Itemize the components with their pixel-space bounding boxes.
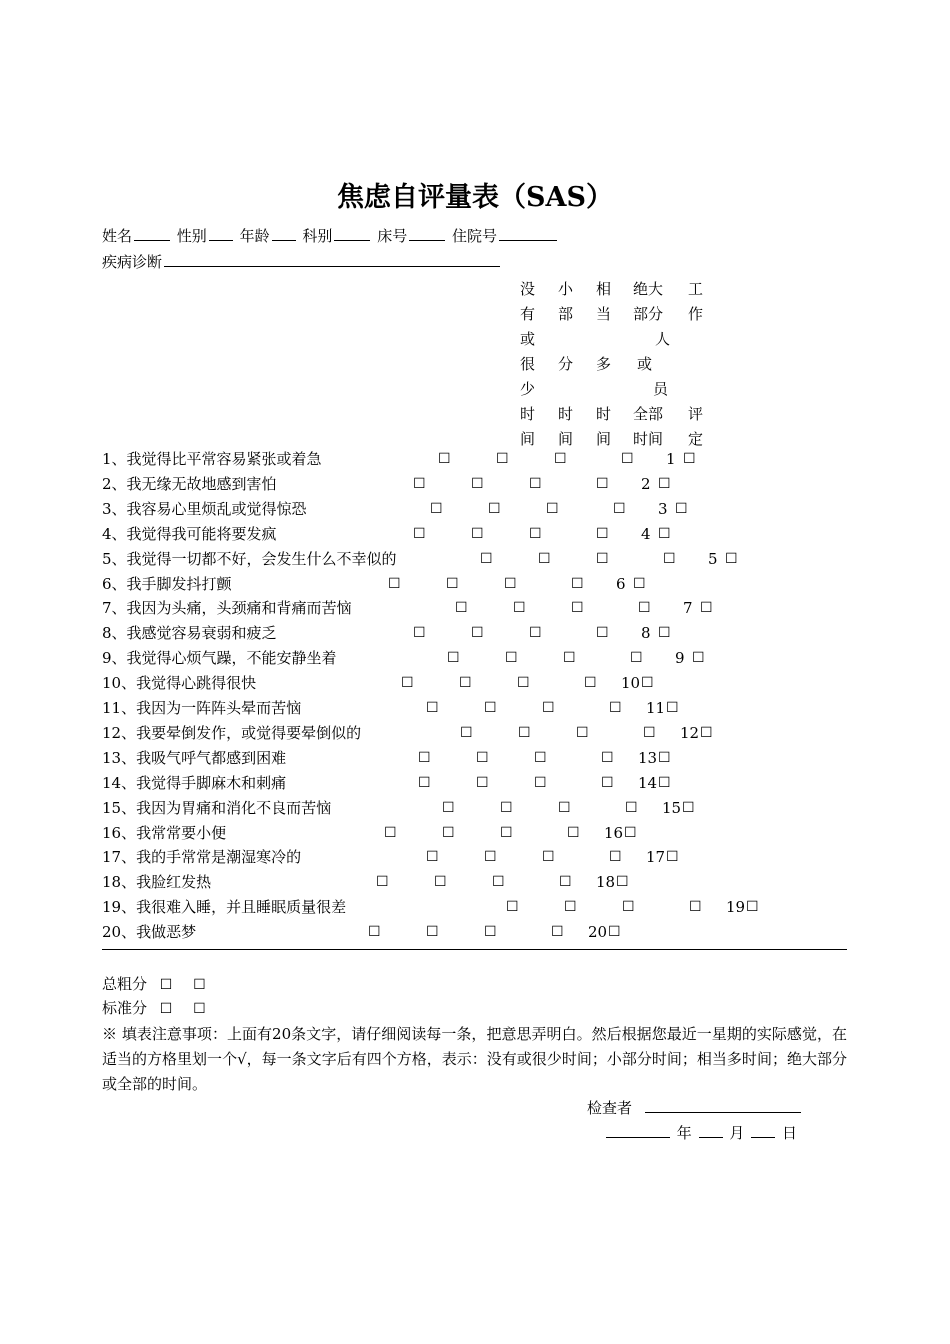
rating-result-box[interactable]: ☐ — [700, 600, 713, 617]
list-item — [102, 671, 256, 696]
rating-checkbox[interactable]: ☐ — [601, 749, 614, 766]
rating-result-box[interactable]: ☐ — [658, 749, 671, 766]
std-score-box[interactable]: ☐ — [193, 1001, 206, 1017]
day-field[interactable] — [751, 1123, 775, 1138]
list-item — [102, 596, 352, 621]
diagnosis-field[interactable] — [164, 252, 500, 267]
rating-checkbox[interactable]: ☐ — [426, 849, 439, 866]
item-text: 3、我容易心里烦乱或觉得惊恐 — [102, 499, 307, 518]
rating-result-box[interactable]: ☐ — [746, 899, 759, 916]
inpatient-field[interactable] — [499, 226, 557, 241]
rating-checkbox[interactable]: ☐ — [500, 799, 513, 816]
rating-result-box[interactable]: ☐ — [700, 724, 713, 741]
list-item — [102, 920, 196, 945]
rating-checkbox[interactable]: ☐ — [492, 874, 505, 891]
rating-checkbox[interactable]: ☐ — [484, 700, 497, 716]
item-text: 9、我觉得心烦气躁，不能安静坐着 — [102, 649, 337, 668]
raw-score-box[interactable]: ☐ — [193, 977, 206, 993]
rating-result-box[interactable]: ☐ — [658, 774, 671, 791]
list-item — [102, 771, 286, 796]
rating-result-box[interactable]: ☐ — [666, 849, 679, 866]
column-header-rating: 工 作 评 定 — [688, 280, 704, 448]
item-number: 19 — [726, 898, 746, 917]
column-header-most: 绝大 部分 人 或 员 全部 时间 — [633, 280, 671, 448]
rating-checkbox[interactable]: ☐ — [442, 824, 455, 841]
diagnosis-line — [102, 252, 502, 272]
item-text: 7、我因为头痛，头颈痛和背痛而苦恼 — [102, 599, 352, 618]
item-text: 15、我因为胃痛和消化不良而苦恼 — [102, 798, 332, 817]
column-header-none: 没 有 或 很 少 时 间 — [520, 280, 536, 448]
item-number: 14 — [638, 773, 658, 792]
bed-label: 床号 — [377, 227, 408, 245]
list-item — [102, 472, 277, 497]
list-item — [102, 547, 397, 572]
rating-checkbox[interactable]: ☐ — [496, 451, 509, 467]
rating-checkbox[interactable]: ☐ — [488, 500, 501, 517]
rating-result-box[interactable]: ☐ — [608, 924, 621, 941]
rating-checkbox[interactable]: ☐ — [434, 874, 447, 891]
item-text: 10、我觉得心跳得很快 — [102, 674, 257, 693]
rating-checkbox[interactable]: ☐ — [534, 749, 547, 766]
rating-result-box[interactable]: ☐ — [683, 451, 696, 467]
checker-field[interactable] — [645, 1098, 801, 1113]
item-text: 11、我因为一阵阵头晕而苦恼 — [102, 699, 302, 717]
rating-checkbox[interactable]: ☐ — [471, 525, 484, 542]
rating-result-box[interactable]: ☐ — [624, 824, 637, 841]
rating-checkbox[interactable]: ☐ — [471, 475, 484, 492]
rating-checkbox[interactable]: ☐ — [476, 774, 489, 791]
rating-checkbox[interactable]: ☐ — [442, 799, 455, 816]
list-item — [102, 696, 301, 721]
age-label: 年龄 — [239, 227, 270, 245]
rating-result-box[interactable]: ☐ — [675, 500, 688, 517]
item-number: 3 — [658, 499, 668, 518]
rating-checkbox[interactable]: ☐ — [413, 525, 426, 542]
item-text: 4、我觉得我可能将要发疯 — [102, 524, 277, 543]
rating-checkbox[interactable]: ☐ — [455, 600, 468, 617]
item-text: 12、我要晕倒发作，或觉得要晕倒似的 — [102, 723, 362, 742]
day-label: 日 — [781, 1124, 797, 1142]
raw-score-label: 总粗分 — [102, 975, 148, 993]
rating-checkbox[interactable]: ☐ — [505, 650, 518, 667]
rating-checkbox[interactable]: ☐ — [376, 874, 389, 891]
list-item — [102, 522, 277, 547]
rating-checkbox[interactable]: ☐ — [596, 625, 609, 642]
month-label: 月 — [729, 1124, 745, 1142]
rating-checkbox[interactable]: ☐ — [630, 650, 643, 667]
gender-label: 性别 — [176, 227, 207, 245]
list-item — [102, 621, 277, 646]
item-number: 6 — [616, 574, 626, 593]
list-item — [102, 895, 346, 920]
rating-checkbox[interactable]: ☐ — [384, 824, 397, 841]
rating-result-box[interactable]: ☐ — [658, 475, 671, 492]
rating-checkbox[interactable]: ☐ — [446, 575, 459, 592]
rating-checkbox[interactable]: ☐ — [563, 650, 576, 667]
rating-result-box[interactable]: ☐ — [682, 799, 695, 816]
item-text: 19、我很难入睡，并且睡眠质量很差 — [102, 898, 347, 917]
list-item — [102, 497, 307, 522]
item-text: 6、我手脚发抖打颤 — [102, 574, 232, 593]
checker-line — [587, 1097, 803, 1119]
dept-label: 科别 — [302, 227, 333, 245]
rating-result-box[interactable]: ☐ — [616, 874, 629, 891]
rating-checkbox[interactable]: ☐ — [558, 799, 571, 816]
item-text: 18、我脸红发热 — [102, 873, 212, 892]
instructions-note: ※ 填表注意事项：上面有20条文字，请仔细阅读每一条，把意思弄明白。然后根据您最近一星期的实际感觉，在适当的方格里划一个√，每一条文字后有四个方格，表示：没有或很少时间；小部分时间；相当多时间；绝大部分或全部的时间。 — [102, 1025, 847, 1093]
list-item — [102, 870, 211, 895]
list-item — [102, 796, 331, 821]
raw-score-box[interactable]: ☐ — [159, 977, 173, 993]
rating-checkbox[interactable]: ☐ — [542, 700, 555, 716]
rating-result-box[interactable]: ☐ — [692, 650, 705, 667]
dept-field[interactable] — [334, 226, 370, 241]
rating-checkbox[interactable]: ☐ — [596, 550, 609, 567]
item-number: 17 — [646, 848, 666, 867]
item-number: 9 — [675, 649, 685, 668]
rating-checkbox[interactable]: ☐ — [689, 899, 702, 916]
rating-checkbox[interactable]: ☐ — [413, 625, 426, 642]
rating-checkbox[interactable]: ☐ — [413, 475, 426, 492]
rating-checkbox[interactable]: ☐ — [471, 625, 484, 642]
rating-checkbox[interactable]: ☐ — [388, 575, 401, 592]
item-number: 4 — [641, 524, 651, 543]
rating-checkbox[interactable]: ☐ — [504, 575, 517, 592]
name-field[interactable] — [134, 226, 170, 241]
rating-checkbox[interactable]: ☐ — [609, 700, 622, 716]
rating-checkbox[interactable]: ☐ — [418, 749, 431, 766]
std-score-box[interactable]: ☐ — [159, 1001, 173, 1017]
item-text: 2、我无缘无故地感到害怕 — [102, 474, 277, 493]
rating-checkbox[interactable]: ☐ — [459, 675, 472, 692]
rating-checkbox[interactable]: ☐ — [546, 500, 559, 517]
rating-checkbox[interactable]: ☐ — [663, 550, 676, 567]
raw-score-line — [102, 974, 206, 995]
item-text: 13、我吸气呼气都感到困难 — [102, 748, 287, 767]
rating-checkbox[interactable]: ☐ — [500, 824, 513, 841]
rating-checkbox[interactable]: ☐ — [418, 774, 431, 791]
rating-checkbox[interactable]: ☐ — [571, 600, 584, 617]
rating-result-box[interactable]: ☐ — [633, 575, 646, 592]
rating-checkbox[interactable]: ☐ — [601, 774, 614, 791]
rating-checkbox[interactable]: ☐ — [529, 525, 542, 542]
rating-checkbox[interactable]: ☐ — [622, 899, 635, 916]
rating-checkbox[interactable]: ☐ — [426, 924, 439, 941]
item-number: 13 — [638, 748, 658, 767]
rating-checkbox[interactable]: ☐ — [513, 600, 526, 617]
rating-checkbox[interactable]: ☐ — [551, 924, 564, 941]
checker-label: 检查者 — [587, 1099, 633, 1117]
item-number: 15 — [662, 798, 682, 817]
rating-checkbox[interactable]: ☐ — [571, 575, 584, 592]
rating-checkbox[interactable]: ☐ — [542, 849, 555, 866]
rating-checkbox[interactable]: ☐ — [596, 475, 609, 492]
rating-checkbox[interactable]: ☐ — [567, 824, 580, 841]
rating-checkbox[interactable]: ☐ — [621, 451, 634, 467]
patient-info-line — [102, 226, 559, 246]
rating-checkbox[interactable]: ☐ — [460, 724, 473, 741]
column-header-much: 相 当 多 时 间 — [596, 280, 612, 448]
item-number: 12 — [680, 723, 700, 742]
list-item — [102, 646, 337, 671]
rating-checkbox[interactable]: ☐ — [596, 525, 609, 542]
rating-checkbox[interactable]: ☐ — [564, 899, 577, 916]
divider-line — [102, 949, 847, 950]
rating-checkbox[interactable]: ☐ — [426, 700, 439, 716]
rating-checkbox[interactable]: ☐ — [609, 849, 622, 866]
item-number: 5 — [708, 549, 718, 568]
rating-checkbox[interactable]: ☐ — [518, 724, 531, 741]
column-header-small: 小 部 分 时 间 — [558, 280, 574, 448]
item-text: 1、我觉得比平常容易紧张或着急 — [102, 450, 322, 468]
item-number: 20 — [588, 923, 608, 942]
rating-checkbox[interactable]: ☐ — [584, 675, 597, 692]
item-number: 11 — [646, 699, 666, 717]
rating-checkbox[interactable]: ☐ — [638, 600, 651, 617]
year-field[interactable] — [606, 1123, 670, 1138]
month-field[interactable] — [699, 1123, 723, 1138]
bed-field[interactable] — [409, 226, 445, 241]
rating-checkbox[interactable]: ☐ — [484, 849, 497, 866]
rating-checkbox[interactable]: ☐ — [517, 675, 530, 692]
diagnosis-label: 疾病诊断 — [102, 253, 163, 271]
std-score-label: 标准分 — [102, 999, 148, 1017]
list-item — [102, 721, 361, 746]
rating-checkbox[interactable]: ☐ — [438, 451, 451, 467]
rating-result-box[interactable]: ☐ — [666, 700, 679, 716]
rating-result-box[interactable]: ☐ — [641, 675, 654, 692]
item-number: 2 — [641, 474, 651, 493]
rating-checkbox[interactable]: ☐ — [447, 650, 460, 667]
item-number: 18 — [596, 873, 616, 892]
rating-checkbox[interactable]: ☐ — [430, 500, 443, 517]
item-text: 8、我感觉容易衰弱和疲乏 — [102, 624, 277, 643]
rating-result-box[interactable]: ☐ — [658, 625, 671, 642]
rating-checkbox[interactable]: ☐ — [480, 550, 493, 567]
std-score-line — [102, 998, 206, 1019]
rating-checkbox[interactable]: ☐ — [401, 675, 414, 692]
item-text: 17、我的手常常是潮湿寒冷的 — [102, 848, 302, 867]
rating-checkbox[interactable]: ☐ — [625, 799, 638, 816]
rating-checkbox[interactable]: ☐ — [576, 724, 589, 741]
rating-checkbox[interactable]: ☐ — [554, 451, 567, 467]
list-item — [102, 821, 226, 846]
form-title: 焦虑自评量表（SAS） — [337, 182, 613, 213]
item-number: 1 — [666, 450, 676, 468]
list-item — [102, 845, 301, 870]
rating-checkbox[interactable]: ☐ — [613, 500, 626, 517]
rating-checkbox[interactable]: ☐ — [529, 625, 542, 642]
rating-checkbox[interactable]: ☐ — [643, 724, 656, 741]
rating-checkbox[interactable]: ☐ — [506, 899, 519, 916]
rating-checkbox[interactable]: ☐ — [559, 874, 572, 891]
list-item — [102, 746, 286, 771]
date-line — [604, 1122, 797, 1144]
rating-checkbox[interactable]: ☐ — [476, 749, 489, 766]
gender-field[interactable] — [209, 226, 233, 241]
rating-checkbox[interactable]: ☐ — [368, 924, 381, 941]
age-field[interactable] — [272, 226, 296, 241]
rating-checkbox[interactable]: ☐ — [484, 924, 497, 941]
item-number: 16 — [604, 823, 624, 842]
rating-checkbox[interactable]: ☐ — [538, 550, 551, 567]
inpatient-label: 住院号 — [451, 227, 497, 245]
list-item — [102, 572, 232, 597]
item-text: 14、我觉得手脚麻木和刺痛 — [102, 773, 287, 792]
item-text: 5、我觉得一切都不好，会发生什么不幸似的 — [102, 549, 397, 568]
rating-checkbox[interactable]: ☐ — [534, 774, 547, 791]
name-label: 姓名 — [102, 227, 133, 245]
item-number: 10 — [621, 674, 641, 693]
item-text: 20、我做恶梦 — [102, 923, 197, 942]
item-number: 8 — [641, 624, 651, 643]
item-text: 16、我常常要小便 — [102, 823, 227, 842]
rating-result-box[interactable]: ☐ — [658, 525, 671, 542]
year-label: 年 — [676, 1124, 692, 1142]
list-item — [102, 447, 322, 472]
rating-checkbox[interactable]: ☐ — [529, 475, 542, 492]
rating-result-box[interactable]: ☐ — [725, 550, 738, 567]
item-number: 7 — [683, 599, 693, 618]
